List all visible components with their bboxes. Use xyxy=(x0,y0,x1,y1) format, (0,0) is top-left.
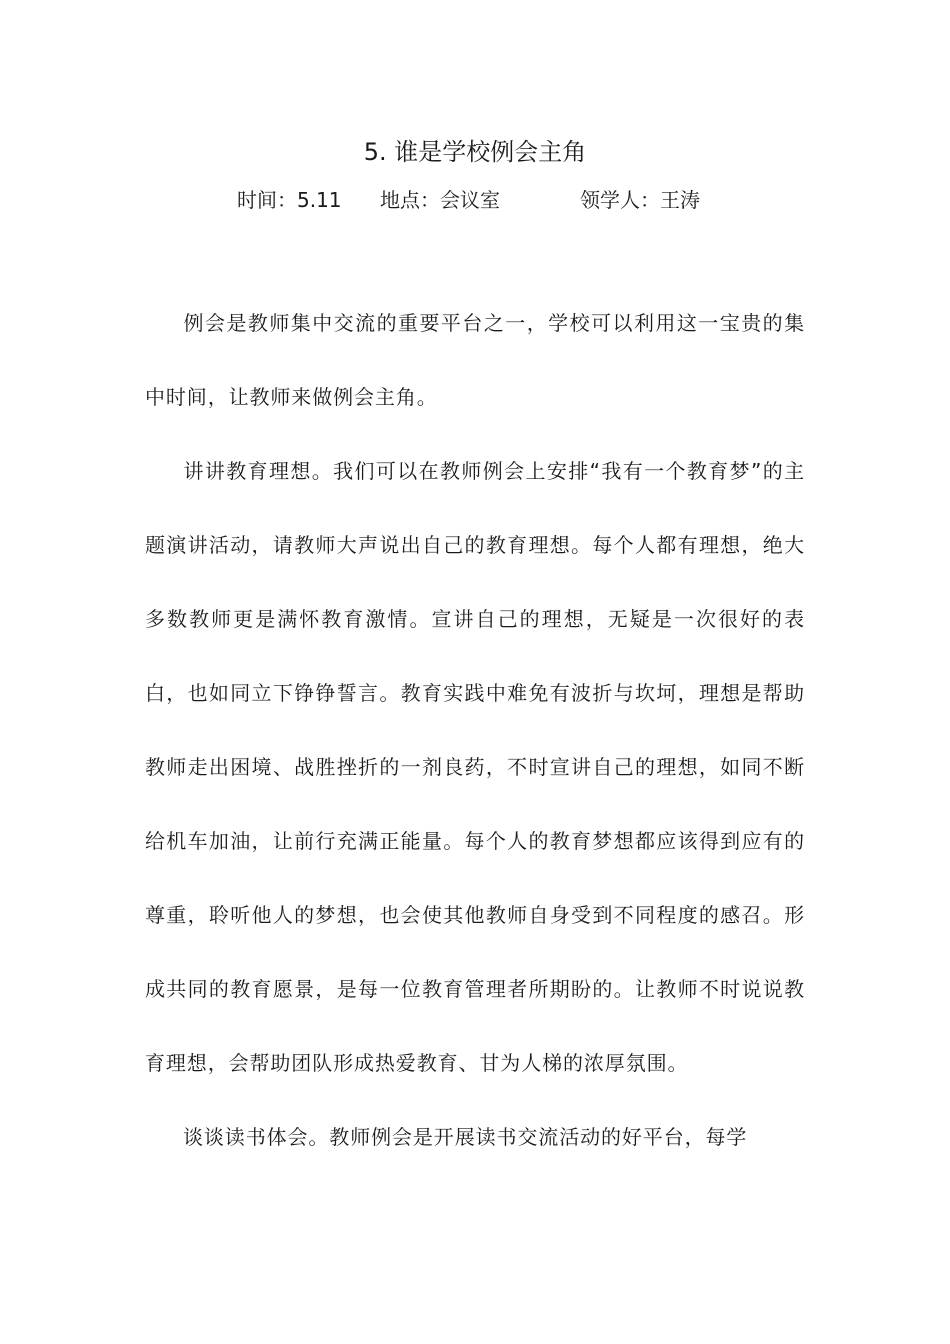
paragraph-reading xyxy=(145,1100,805,1174)
meeting-time: 时间：5.11 xyxy=(237,188,342,212)
paragraph-education-ideal xyxy=(145,434,805,1100)
meeting-place: 地点：会议室 xyxy=(380,188,500,212)
paragraph-intro xyxy=(145,286,805,434)
paragraph-text: 谈谈读书体会。教师例会是开展读书交流活动的好平台，每学 xyxy=(183,1125,748,1149)
meeting-leader: 领学人：王涛 xyxy=(580,188,700,212)
paragraph-text: 讲讲教育理想。我们可以在教师例会上安排“我有一个教育梦”的主题演讲活动，请教师大声说出自己的教育理想。每个人都有理想，绝大多数教师更是满怀教育激情。宣讲自己的理想，无疑是一次很好的表白，也如同立下铮铮誓言。教育实践中难免有波折与坎坷，理想是帮助教师走出困境、战胜挫折的一剂良药，不时宣讲自己的理想，如同不断给机车加油，让前行充满正能量。每个人的教育梦想都应该得到应有的尊重，聆听他人的梦想，也会使其他教师自身受到不同程度的感召。形成共同的教育愿景，是每一位教育管理者所期盼的。让教师不时说说教育理想，会帮助团队形成热爱教育、甘为人梯的浓厚氛围。 xyxy=(145,459,805,1075)
paragraph-text: 例会是教师集中交流的重要平台之一，学校可以利用这一宝贵的集中时间，让教师来做例会主角。 xyxy=(145,311,805,409)
meeting-info xyxy=(0,184,950,216)
document-body xyxy=(145,286,805,1174)
document-title: 5. 谁是学校例会主角 xyxy=(363,138,587,166)
